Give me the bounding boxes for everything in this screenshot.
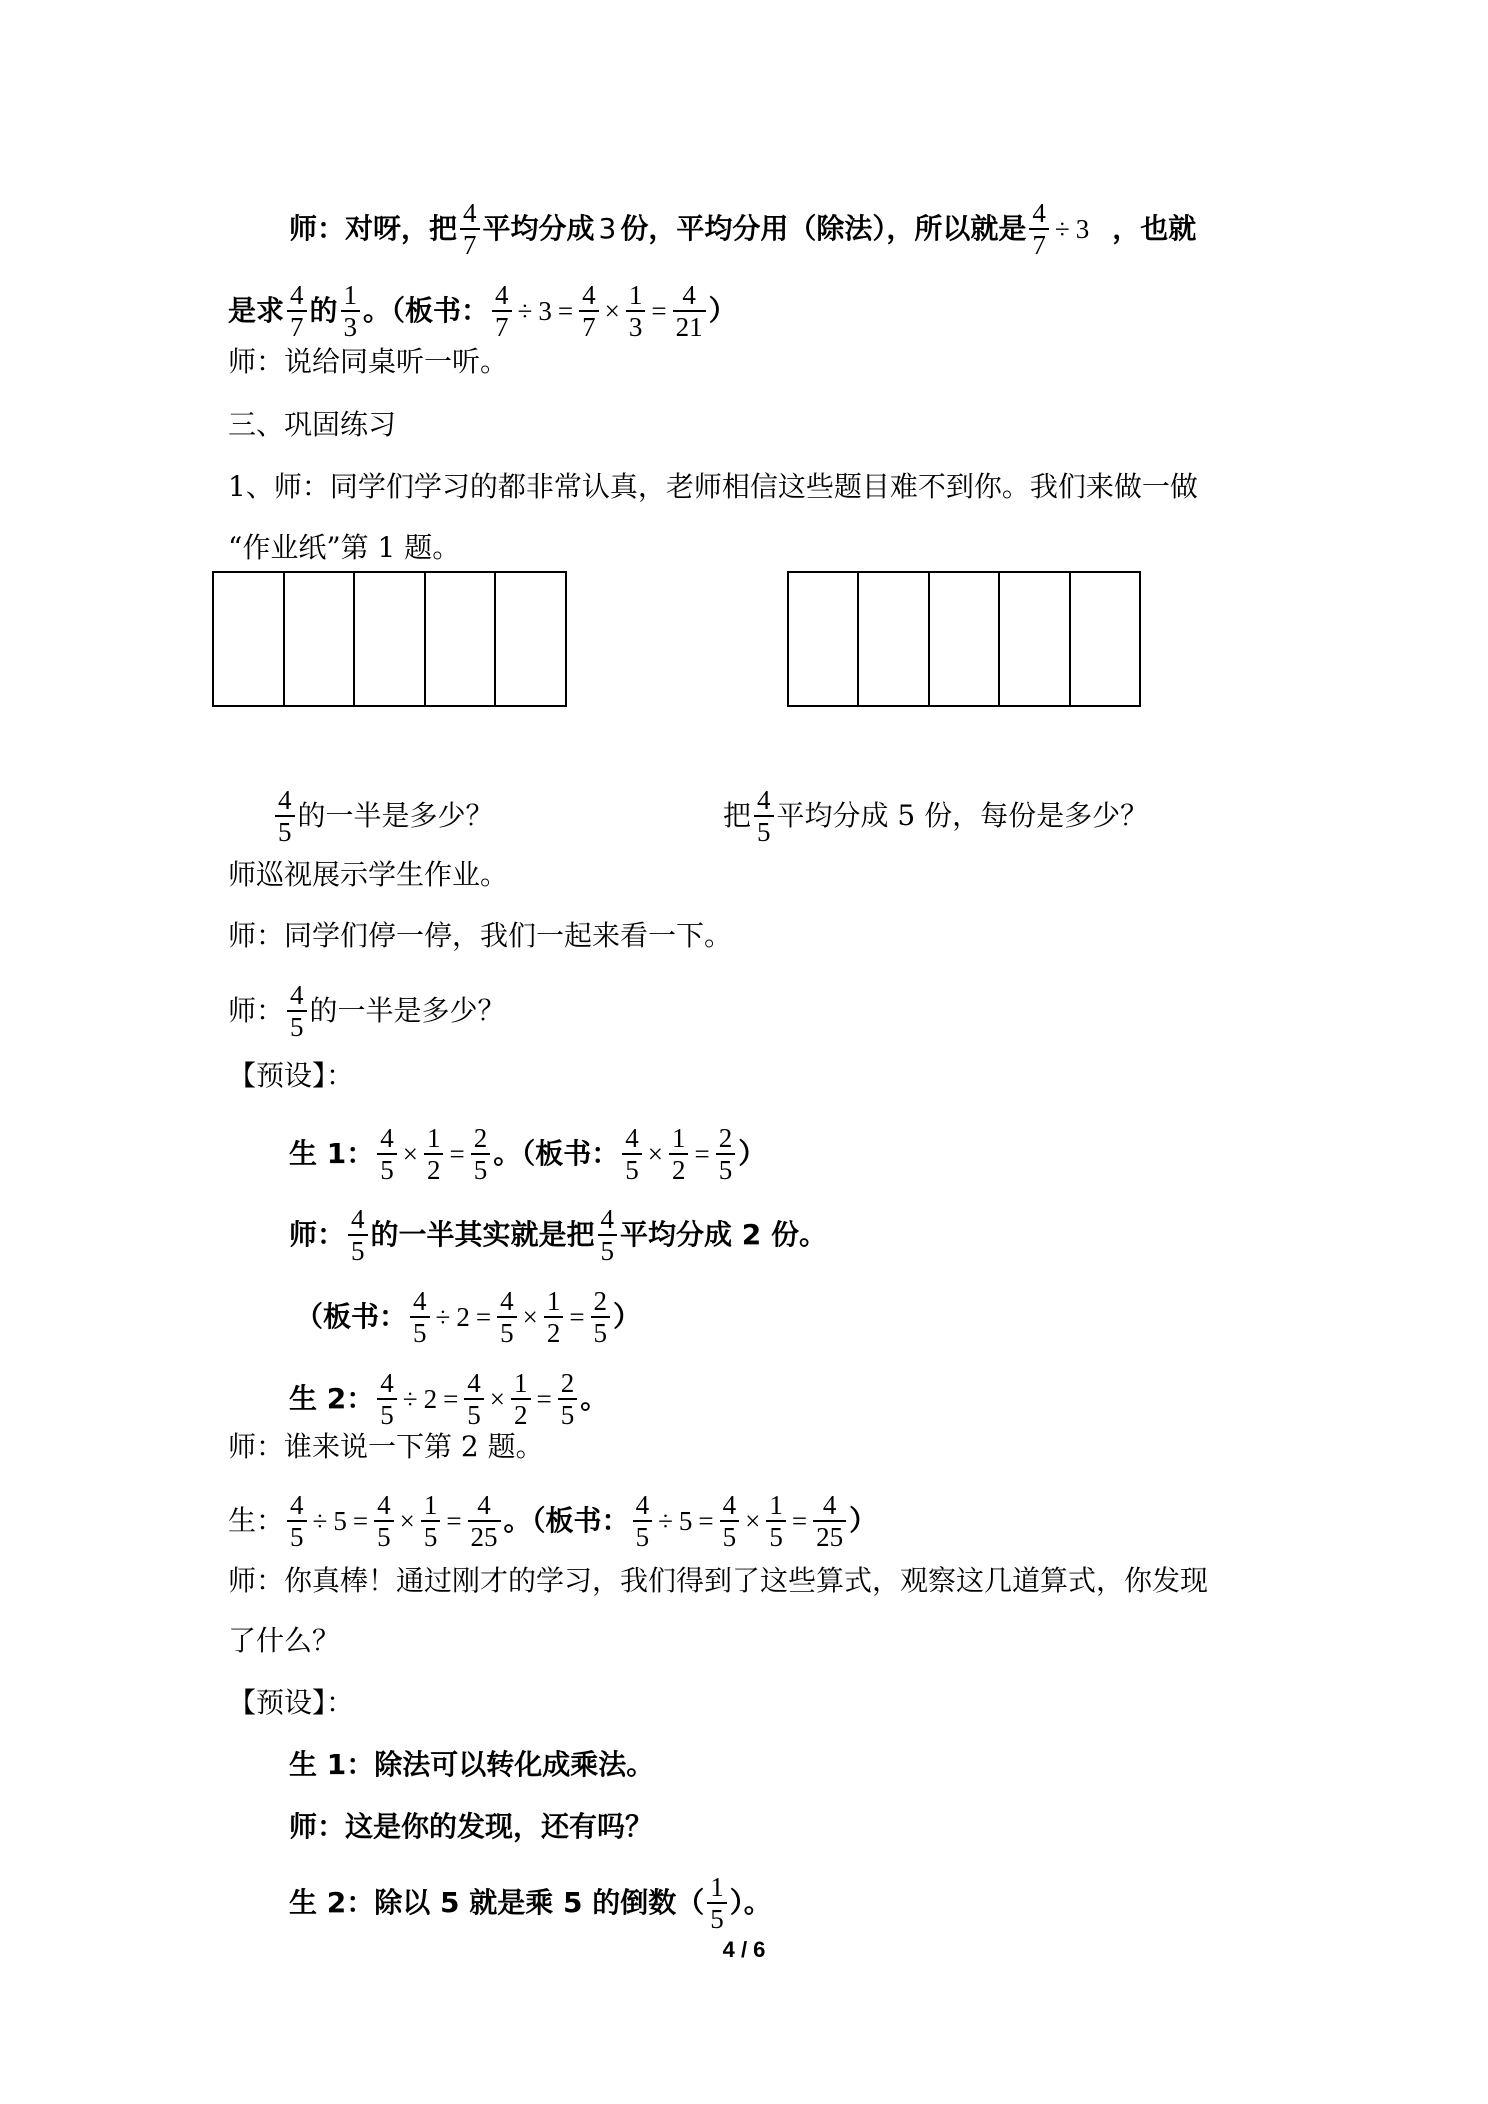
text: 的一半其实就是把 <box>370 1218 595 1251</box>
text: 生 2： <box>289 1382 375 1415</box>
rect-part <box>1000 573 1070 705</box>
denominator: 5 <box>497 1316 517 1348</box>
denominator: 7 <box>1029 228 1049 260</box>
denominator: 3 <box>341 310 361 342</box>
denominator: 7 <box>287 310 307 342</box>
text: 师：对呀，把 <box>289 212 458 245</box>
question-divide-five <box>723 785 1148 847</box>
text: 师： <box>228 994 285 1027</box>
line-student-answer-2 <box>228 1490 877 1552</box>
fraction <box>720 1490 740 1552</box>
text: 。（板书： <box>493 1137 620 1170</box>
number: 5 <box>333 1506 347 1536</box>
denominator: 5 <box>464 1398 484 1430</box>
fraction <box>492 280 512 342</box>
equals-sign: = <box>536 1384 552 1414</box>
fraction <box>287 280 307 342</box>
numerator: 1 <box>423 1490 438 1520</box>
text: ） <box>849 1504 878 1537</box>
multiply-sign: × <box>399 1506 415 1536</box>
fraction <box>707 1872 727 1934</box>
denominator: 5 <box>471 1153 491 1185</box>
numerator: 4 <box>290 280 304 310</box>
question-half <box>272 785 494 847</box>
preset-label: 【预设】： <box>228 1059 355 1092</box>
text: 把 <box>723 799 752 832</box>
rectangle-five-parts-right <box>787 571 1141 707</box>
fraction <box>464 1368 484 1430</box>
fraction <box>374 1490 394 1552</box>
denominator: 7 <box>579 310 599 342</box>
fraction <box>716 1123 736 1185</box>
text: 的一半是多少？ <box>309 994 506 1027</box>
numerator: 1 <box>426 1123 441 1153</box>
numerator: 1 <box>769 1490 783 1520</box>
fraction <box>591 1286 611 1348</box>
line-board-writing <box>228 280 737 342</box>
rect-part <box>496 573 565 705</box>
denominator: 5 <box>707 1902 727 1934</box>
number: 5 <box>678 1506 693 1536</box>
numerator: 4 <box>625 1123 639 1153</box>
multiply-sign: × <box>745 1506 761 1536</box>
line-question-two: 师：谁来说一下第 2 题。 <box>228 1430 544 1463</box>
denominator: 21 <box>673 310 706 342</box>
numerator: 4 <box>463 198 477 228</box>
denominator: 2 <box>424 1153 444 1185</box>
text: 。（板书： <box>503 1504 630 1537</box>
rect-part <box>1071 573 1139 705</box>
fraction <box>622 1123 642 1185</box>
rect-part <box>214 573 285 705</box>
text: ） <box>708 294 737 327</box>
denominator: 5 <box>377 1398 397 1430</box>
line-student-1 <box>289 1123 766 1185</box>
text: 。 <box>580 1382 609 1415</box>
text: 是求 <box>228 294 285 327</box>
text: 生： <box>228 1504 285 1537</box>
line-teacher-ask: 师：这是你的发现，还有吗？ <box>289 1810 654 1843</box>
denominator: 5 <box>287 1010 307 1042</box>
fraction <box>471 1123 491 1185</box>
divide-sign: ÷ <box>517 296 533 326</box>
text: 生 1： <box>289 1137 375 1170</box>
text: 份，平均分用（除法），所以就是 <box>620 212 1027 245</box>
text: 3 <box>598 212 617 245</box>
denominator: 5 <box>591 1316 611 1348</box>
fraction <box>348 1204 368 1266</box>
numerator: 4 <box>477 1490 491 1520</box>
fraction <box>579 280 599 342</box>
line-patrol: 师巡视展示学生作业。 <box>228 858 509 891</box>
denominator: 7 <box>492 310 512 342</box>
line-teacher-half <box>289 1204 827 1266</box>
text: 。（板书： <box>363 294 490 327</box>
numerator: 1 <box>710 1872 724 1902</box>
numerator: 1 <box>546 1286 561 1316</box>
text: 平均分成 2 份。 <box>620 1218 828 1251</box>
line-student-1-finding: 生 1：除法可以转化成乘法。 <box>289 1748 655 1781</box>
numerator: 1 <box>628 280 643 310</box>
fraction <box>468 1490 501 1552</box>
numerator: 4 <box>682 280 696 310</box>
numerator: 4 <box>600 1204 615 1234</box>
rect-part <box>426 573 497 705</box>
multiply-sign: × <box>489 1384 506 1414</box>
fraction <box>377 1123 397 1185</box>
line-praise: 师：你真棒！通过刚才的学习，我们得到了这些算式，观察这几道算式，你发现 <box>228 1564 1209 1597</box>
preset-label: 【预设】： <box>228 1686 355 1719</box>
multiply-sign: × <box>604 296 620 326</box>
numerator: 4 <box>413 1286 427 1316</box>
fraction <box>626 280 646 342</box>
text: 生 2：除以 5 就是乘 5 的倒数（ <box>289 1886 705 1919</box>
line-teacher-explain <box>289 198 1196 260</box>
numerator: 1 <box>343 280 358 310</box>
multiply-sign: × <box>647 1139 663 1169</box>
denominator: 2 <box>544 1316 564 1348</box>
fraction <box>497 1286 517 1348</box>
number: 2 <box>456 1302 470 1332</box>
fraction <box>341 280 361 342</box>
numerator: 4 <box>500 1286 514 1316</box>
numerator: 4 <box>722 1490 737 1520</box>
denominator: 5 <box>622 1153 642 1185</box>
numerator: 2 <box>473 1123 488 1153</box>
numerator: 4 <box>278 785 292 815</box>
numerator: 4 <box>495 280 509 310</box>
divide-sign: ÷ <box>658 1506 673 1536</box>
number: 3 <box>1075 214 1090 244</box>
denominator: 5 <box>633 1520 653 1552</box>
rect-part <box>930 573 1000 705</box>
numerator: 4 <box>757 785 771 815</box>
denominator: 5 <box>766 1520 786 1552</box>
equals-sign: = <box>449 1139 465 1169</box>
numerator: 4 <box>380 1368 394 1398</box>
line-pause: 师：同学们停一停，我们一起来看一下。 <box>228 919 733 952</box>
numerator: 1 <box>671 1123 686 1153</box>
denominator: 3 <box>626 310 646 342</box>
line-tell-deskmate: 师：说给同桌听一听。 <box>228 345 509 378</box>
equals-sign: = <box>698 1506 714 1536</box>
numerator: 2 <box>593 1286 608 1316</box>
fraction <box>754 785 774 847</box>
fraction <box>511 1368 531 1430</box>
numerator: 4 <box>377 1490 391 1520</box>
line-student-2-finding <box>289 1872 772 1934</box>
numerator: 4 <box>635 1490 650 1520</box>
fraction <box>558 1368 578 1430</box>
denominator: 5 <box>287 1520 307 1552</box>
multiply-sign: × <box>522 1302 538 1332</box>
fraction <box>424 1123 444 1185</box>
fraction <box>1029 198 1049 260</box>
line-half-question <box>228 980 506 1042</box>
numerator: 4 <box>467 1368 481 1398</box>
equals-sign: = <box>791 1506 808 1536</box>
line-board-divide-two <box>295 1286 641 1348</box>
rect-part <box>859 573 929 705</box>
fraction <box>766 1490 786 1552</box>
numerator: 4 <box>290 980 304 1010</box>
numerator: 4 <box>351 1204 365 1234</box>
fraction <box>377 1368 397 1430</box>
fraction <box>287 1490 307 1552</box>
fraction <box>673 280 706 342</box>
divide-sign: ÷ <box>312 1506 328 1536</box>
section-heading: 三、巩固练习 <box>228 408 397 441</box>
number: 2 <box>423 1384 438 1414</box>
numerator: 4 <box>380 1123 394 1153</box>
rect-part <box>355 573 426 705</box>
equals-sign: = <box>475 1302 492 1332</box>
page-number: 4 / 6 <box>722 1937 766 1962</box>
denominator: 5 <box>377 1153 397 1185</box>
rect-part <box>285 573 356 705</box>
line-student-2 <box>289 1368 608 1430</box>
divide-sign: ÷ <box>402 1384 418 1414</box>
equals-sign: = <box>352 1506 369 1536</box>
text: （板书： <box>295 1300 408 1333</box>
equals-sign: = <box>443 1384 459 1414</box>
numerator: 4 <box>290 1490 304 1520</box>
fraction <box>598 1204 618 1266</box>
fraction <box>813 1490 846 1552</box>
number: 3 <box>538 296 552 326</box>
denominator: 2 <box>511 1398 531 1430</box>
equals-sign: = <box>694 1139 710 1169</box>
fraction <box>421 1490 441 1552</box>
divide-sign: ÷ <box>435 1302 451 1332</box>
fraction <box>275 785 295 847</box>
equals-sign: = <box>651 296 667 326</box>
line-exercise-intro: 1、师：同学们学习的都非常认真，老师相信这些题目难不到你。我们来做一做 <box>228 470 1198 503</box>
equals-sign: = <box>569 1302 585 1332</box>
equals-sign: = <box>557 296 574 326</box>
text: 的 <box>309 294 338 327</box>
denominator: 5 <box>410 1316 430 1348</box>
text: ） <box>613 1300 642 1333</box>
divide-sign: ÷ <box>1054 214 1070 244</box>
numerator: 4 <box>1032 198 1046 228</box>
numerator: 1 <box>514 1368 528 1398</box>
line-worksheet: “作业纸”第 1 题。 <box>228 531 461 564</box>
numerator: 4 <box>582 280 596 310</box>
text: 平均分成 5 份，每份是多少？ <box>776 799 1149 832</box>
fraction <box>544 1286 564 1348</box>
text: 的一半是多少？ <box>297 799 494 832</box>
equals-sign: = <box>446 1506 462 1536</box>
text: 平均分成 <box>482 212 595 245</box>
numerator: 4 <box>822 1490 837 1520</box>
denominator: 5 <box>720 1520 740 1552</box>
denominator: 2 <box>669 1153 689 1185</box>
text: 师： <box>289 1218 346 1251</box>
denominator: 25 <box>813 1520 846 1552</box>
text: ）。 <box>729 1886 772 1919</box>
numerator: 2 <box>560 1368 575 1398</box>
denominator: 5 <box>716 1153 736 1185</box>
denominator: 5 <box>348 1234 368 1266</box>
denominator: 5 <box>421 1520 441 1552</box>
numerator: 2 <box>718 1123 733 1153</box>
denominator: 5 <box>598 1234 618 1266</box>
fraction <box>287 980 307 1042</box>
text: ） <box>738 1137 767 1170</box>
fraction <box>410 1286 430 1348</box>
denominator: 5 <box>374 1520 394 1552</box>
text: ，也就 <box>1112 212 1197 245</box>
rectangle-five-parts-left <box>212 571 567 707</box>
fraction <box>460 198 480 260</box>
denominator: 5 <box>558 1398 578 1430</box>
denominator: 7 <box>460 228 480 260</box>
multiply-sign: × <box>402 1139 418 1169</box>
denominator: 5 <box>275 815 295 847</box>
denominator: 25 <box>468 1520 501 1552</box>
denominator: 5 <box>754 815 774 847</box>
fraction <box>633 1490 653 1552</box>
fraction <box>669 1123 689 1185</box>
rect-part <box>789 573 859 705</box>
line-what-found: 了什么？ <box>228 1624 341 1657</box>
